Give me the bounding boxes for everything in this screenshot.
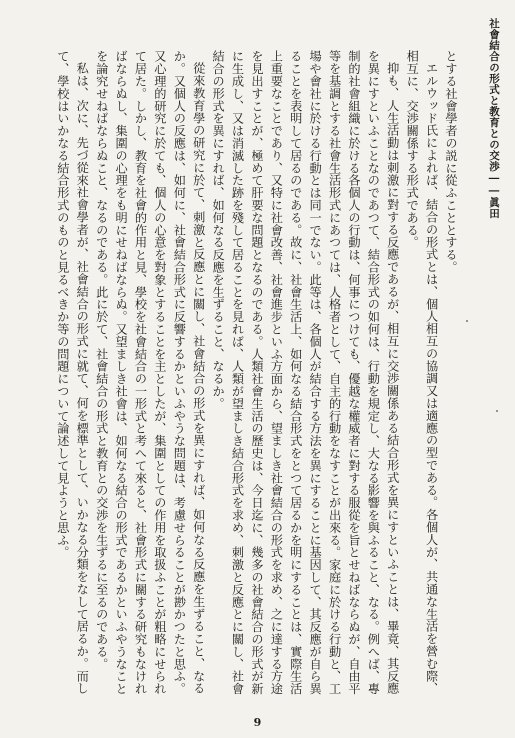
paper-speck — [466, 320, 468, 322]
paragraph: とする社會學者の説に從ふこととする。 — [444, 50, 458, 274]
body-text — [20, 50, 460, 705]
paragraph: 從來教育學の研究に於て、刺激と反應とに關し、社會結合の形式を異にすれば、如何なる反應を生ずること、なるか。又個人の反應は、如何に、社會結合形式に反響するかといふやうな問題は、考慮せらることが尠かつたと思ふ。又心理的研究に於ても、個人の心意を對象とすることを主としたが、集圍としての作用を取扱ふことが粗略にせられて居た。しかし、教育を社會的作用と見、學校を社會結合の一形式と考へて來ると、社會形式に關する研究もなければならぬし、集圍の心理をも明にせねばならぬ。又望ましき社會は、如何なる結合の形式であるかといふやうなことを論究せねばならぬこと、なるのである。此に於て、社會結合の形式と教育との交渉を生ずるに至るのである。 — [94, 50, 206, 695]
paragraph: エルウッド氏によれば、結合の形式とは、個人相互の協調又は適應の型である。各個人が、共通な生活を營む際、相互に、交渉關係する形式である。 — [405, 50, 439, 695]
paper-speck — [496, 410, 498, 412]
paragraph: 抑も、人生活動は刺激に對する反應であるが、相互に交渉關係ある結合形式を異にすといふことは、畢竟、其反應を異にすといふことなのであつて、結合形式の如何は、行動を規定し、大なる影響を與ふること、なる。例へば、專制的社會組織に於ける各個人の行動は、何事につけても、優越な權威者に對する服從を旨とせねばならぬが、自由平等を基調とする社會生活形式にあつては、人格者として、自主的行動をなすことが出來る。家庭に於ける行動と、工場や會社に於ける行動とは同一でない。此等は、各個人が結合する方法を異にすることに基因して、其反應が自ら異ることを表明して居るのである。故に、社會生活上、如何なる結合形式をとつて居るかを明にすることは、實際生活上重要なことであり、又特に社會改善、社會進步といふ方面から、望ましき社會結合の形式を求め、之に達する方途を見出すことが、極めて肝要な問題となるのである。人類社會生活の歷史は、今日迄に、幾多の社會結合の形式が新に生成し、又は消滅した跡を殘して居ることを見れば、人類が望ましき結合形式を求め、刺激と反應とに關し、社會結合の形式を異にすれば、如何なる反應を生ずること、なるか。 — [211, 50, 400, 695]
page-number: 9 — [253, 716, 262, 729]
running-header: 社會結合の形式と教育との交渉――眞田 — [488, 18, 500, 219]
paragraph: 私は、次に、先づ從來社會學者が、社會結合の形式に就て、何を標準として、いかなる分類をなして居るか。而して、學校はいかなる結合形式のものと見るべきか等の問題について論述して見ようと思ふ。 — [55, 50, 90, 695]
